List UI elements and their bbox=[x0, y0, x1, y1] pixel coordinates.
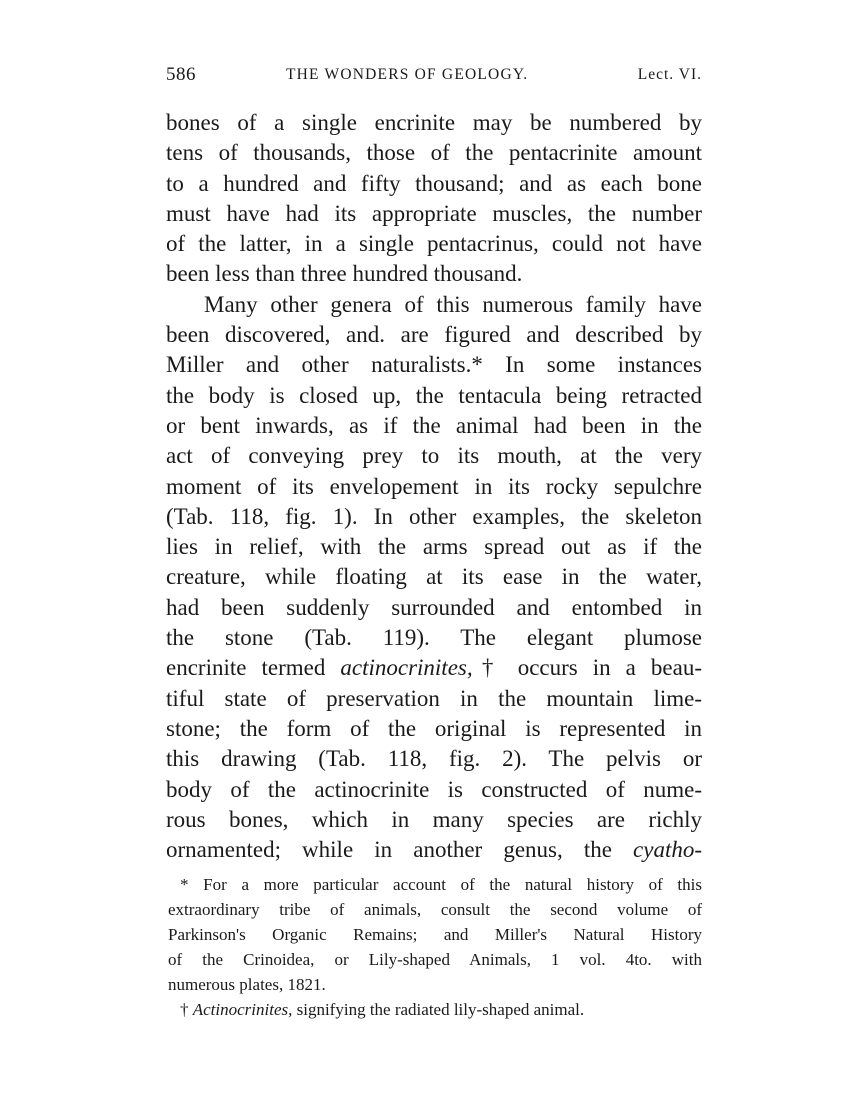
text-line: of the latter, in a single pentacrinus, could not have bbox=[166, 231, 702, 257]
text-segment: † occurs in a beau- bbox=[472, 655, 702, 681]
text-line: moment of its envelopement in its rocky sepulchre bbox=[166, 473, 702, 499]
footnote-line: of the Crinoidea, or Lily-shaped Animals, 1 vol. 4to. with bbox=[168, 950, 702, 969]
text-line: Miller and other naturalists.* In some instances bbox=[166, 352, 702, 378]
italic-term: cyatho- bbox=[633, 837, 702, 863]
text-line: been discovered, and. are figured and described by bbox=[166, 322, 702, 348]
text-line: rous bones, which in many species are richly bbox=[166, 806, 702, 832]
text-line: or bent inwards, as if the animal had been in the bbox=[166, 412, 702, 438]
text-line bbox=[166, 653, 702, 683]
footnote-line: Parkinson's Organic Remains; and Miller's Natural History bbox=[168, 925, 702, 944]
running-title: THE WONDERS OF GEOLOGY. bbox=[286, 66, 529, 83]
footnote-line: * For a more particular account of the natural history of this bbox=[180, 875, 702, 894]
italic-term: actinocrinites, bbox=[340, 655, 473, 681]
italic-term: Actinocrinites, bbox=[192, 1000, 293, 1019]
text-line: (Tab. 118, fig. 1). In other examples, the skeleton bbox=[166, 503, 702, 529]
footnote-line: numerous plates, 1821. bbox=[168, 975, 326, 994]
text-line: bones of a single encrinite may be numbered by bbox=[166, 110, 702, 135]
text-line: act of conveying prey to its mouth, at the very bbox=[166, 443, 702, 469]
text-line: lies in relief, with the arms spread out as if the bbox=[166, 534, 702, 560]
text-line: body of the actinocrinite is constructed of nume- bbox=[166, 776, 702, 802]
text-line: creature, while floating at its ease in the water, bbox=[166, 564, 702, 590]
footnote-line bbox=[168, 997, 702, 1022]
text-line: had been suddenly surrounded and entombed in bbox=[166, 594, 702, 620]
footnotes bbox=[168, 872, 702, 1022]
text-line: been less than three hundred thousand. bbox=[166, 261, 523, 287]
dagger-mark: † bbox=[180, 1000, 193, 1019]
text-line: to a hundred and fifty thousand; and as each bone bbox=[166, 170, 702, 196]
text-line: tiful state of preservation in the mountain lime- bbox=[166, 685, 702, 711]
text-line: stone; the form of the original is represented in bbox=[166, 715, 702, 741]
running-header bbox=[166, 64, 702, 92]
text-line: this drawing (Tab. 118, fig. 2). The pelvis or bbox=[166, 746, 702, 772]
footnote-line: extraordinary tribe of animals, consult the second volume of bbox=[168, 900, 702, 919]
text-line: the stone (Tab. 119). The elegant plumose bbox=[166, 625, 702, 651]
text-segment: ornamented; while in another genus, the bbox=[166, 837, 634, 863]
text-line: Many other genera of this numerous family have bbox=[204, 291, 702, 317]
text-segment: encrinite termed bbox=[166, 655, 341, 681]
text-line: the body is closed up, the tentacula being retracted bbox=[166, 382, 702, 408]
text-line: must have had its appropriate muscles, the number bbox=[166, 200, 702, 226]
body-text bbox=[166, 108, 702, 865]
lecture-label: Lect. VI. bbox=[637, 66, 702, 83]
text-segment: signifying the radiated lily-shaped animal. bbox=[292, 1000, 585, 1019]
text-line bbox=[166, 835, 702, 865]
page-number: 586 bbox=[166, 64, 196, 85]
text-line: tens of thousands, those of the pentacrinite amount bbox=[166, 140, 702, 166]
